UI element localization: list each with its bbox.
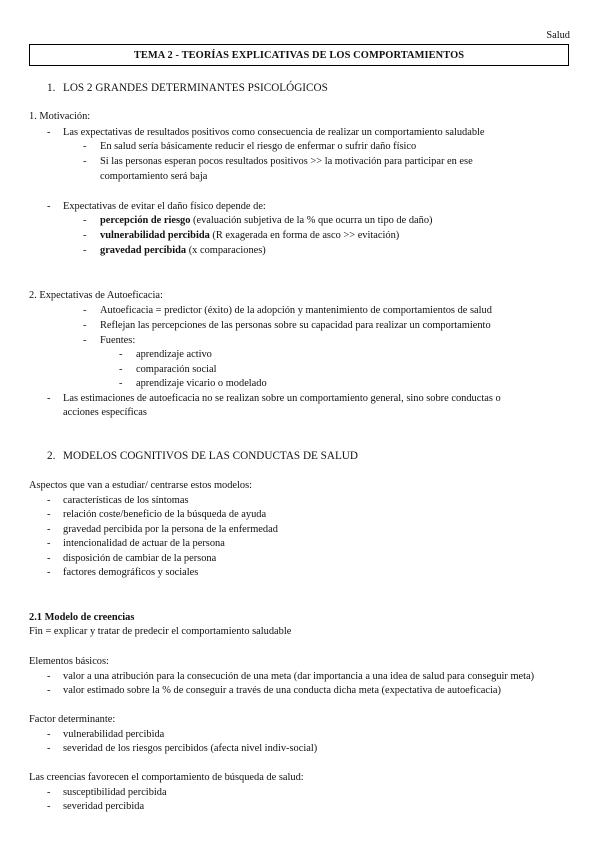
- list-item: Autoeficacia = predictor (éxito) de la adopción y mantenimiento de comportamientos de salud: [100, 305, 492, 316]
- aspect-item: relación coste/beneficio de la búsqueda de ayuda: [63, 509, 267, 520]
- bullet-dash: -: [47, 801, 51, 812]
- aspect-item: gravedad percibida por la persona de la enfermedad: [63, 524, 278, 535]
- aspect-item: factores demográficos y sociales: [63, 567, 199, 578]
- bullet-dash: -: [47, 743, 51, 754]
- section-1-number: 1.: [47, 82, 56, 94]
- list-item-continuation: comportamiento será baja: [100, 171, 208, 182]
- list-item: [100, 230, 399, 241]
- bullet-dash: -: [47, 685, 51, 696]
- term-description: (x comparaciones): [186, 245, 266, 256]
- term-description: (R exagerada en forma de asco >> evitación): [209, 230, 400, 241]
- bullet-dash: -: [119, 349, 123, 360]
- list-item: severidad de los riesgos percibidos (afecta nivel indiv-social): [63, 743, 318, 754]
- bullet-dash: -: [83, 141, 87, 152]
- aspect-item: disposición de cambiar de la persona: [63, 553, 217, 564]
- list-item: vulnerabilidad percibida: [63, 729, 165, 740]
- bullet-dash: -: [83, 335, 87, 346]
- section-1-heading: LOS 2 GRANDES DETERMINANTES PSICOLÓGICOS: [63, 82, 328, 94]
- list-item: susceptibilidad percibida: [63, 787, 167, 798]
- document-title-box: [29, 44, 569, 66]
- term-description: (evaluación subjetiva de la % que ocurra un tipo de daño): [190, 215, 433, 226]
- bullet-dash: -: [119, 378, 123, 389]
- list-item: [100, 215, 433, 226]
- bullet-dash: -: [83, 230, 87, 241]
- list-item: Fuentes:: [100, 335, 136, 346]
- bold-term: vulnerabilidad percibida: [100, 230, 210, 241]
- bold-term: percepción de riesgo: [100, 215, 191, 226]
- list-item-continuation: acciones específicas: [63, 407, 147, 418]
- bullet-dash: -: [83, 156, 87, 167]
- list-item: valor estimado sobre la % de conseguir a través de una conducta dicha meta (expectativa de autoeficacia): [63, 685, 501, 696]
- creencias-heading: Las creencias favorecen el comportamiento de búsqueda de salud:: [29, 772, 304, 783]
- bullet-dash: -: [119, 364, 123, 375]
- list-item: comparación social: [136, 364, 217, 375]
- list-item: valor a una atribución para la consecución de una meta (dar importancia a una idea de salud para conseguir meta): [63, 671, 535, 682]
- bullet-dash: -: [47, 524, 51, 535]
- list-item: Expectativas de evitar el daño físico depende de:: [63, 201, 266, 212]
- bullet-dash: -: [47, 393, 51, 404]
- bold-term: gravedad percibida: [100, 245, 187, 256]
- autoeficacia-heading: 2. Expectativas de Autoeficacia:: [29, 290, 163, 301]
- bullet-dash: -: [83, 245, 87, 256]
- list-item: En salud sería básicamente reducir el riesgo de enfermar o sufrir daño físico: [100, 141, 417, 152]
- bullet-dash: -: [47, 671, 51, 682]
- bullet-dash: -: [83, 215, 87, 226]
- document-title: TEMA 2 - TEORÍAS EXPLICATIVAS DE LOS COMPORTAMIENTOS: [133, 49, 465, 61]
- bullet-dash: -: [47, 787, 51, 798]
- list-item: aprendizaje vicario o modelado: [136, 378, 267, 389]
- section-2-number: 2.: [47, 450, 56, 462]
- section-2-heading: MODELOS COGNITIVOS DE LAS CONDUCTAS DE SALUD: [63, 450, 358, 462]
- list-item: Las estimaciones de autoeficacia no se realizan sobre un comportamiento general, sino sobre conductas o: [63, 393, 501, 404]
- aspect-item: características de los síntomas: [63, 495, 189, 506]
- aspect-item: intencionalidad de actuar de la persona: [63, 538, 225, 549]
- bullet-dash: -: [47, 509, 51, 520]
- factor-heading: Factor determinante:: [29, 714, 116, 725]
- bullet-dash: -: [47, 729, 51, 740]
- list-item: aprendizaje activo: [136, 349, 212, 360]
- list-item: severidad percibida: [63, 801, 145, 812]
- list-item: Las expectativas de resultados positivos como consecuencia de realizar un comportamiento saludable: [63, 127, 485, 138]
- bullet-dash: -: [83, 320, 87, 331]
- list-item: Reflejan las percepciones de las personas sobre su capacidad para realizar un comportamiento: [100, 320, 491, 331]
- bullet-dash: -: [47, 495, 51, 506]
- bullet-dash: -: [83, 305, 87, 316]
- fin-line: Fin = explicar y tratar de predecir el comportamiento saludable: [29, 626, 292, 637]
- aspects-intro: Aspectos que van a estudiar/ centrarse estos modelos:: [29, 480, 253, 491]
- bullet-dash: -: [47, 553, 51, 564]
- bullet-dash: -: [47, 567, 51, 578]
- bullet-dash: -: [47, 538, 51, 549]
- elementos-heading: Elementos básicos:: [29, 656, 109, 667]
- subsection-heading: 2.1 Modelo de creencias: [29, 612, 135, 623]
- list-item: Si las personas esperan pocos resultados positivos >> la motivación para participar en ese: [100, 156, 473, 167]
- list-item: [100, 245, 266, 256]
- motivacion-heading: 1. Motivación:: [29, 111, 91, 122]
- running-header: Salud: [546, 30, 570, 41]
- bullet-dash: -: [47, 201, 51, 212]
- bullet-dash: -: [47, 127, 51, 138]
